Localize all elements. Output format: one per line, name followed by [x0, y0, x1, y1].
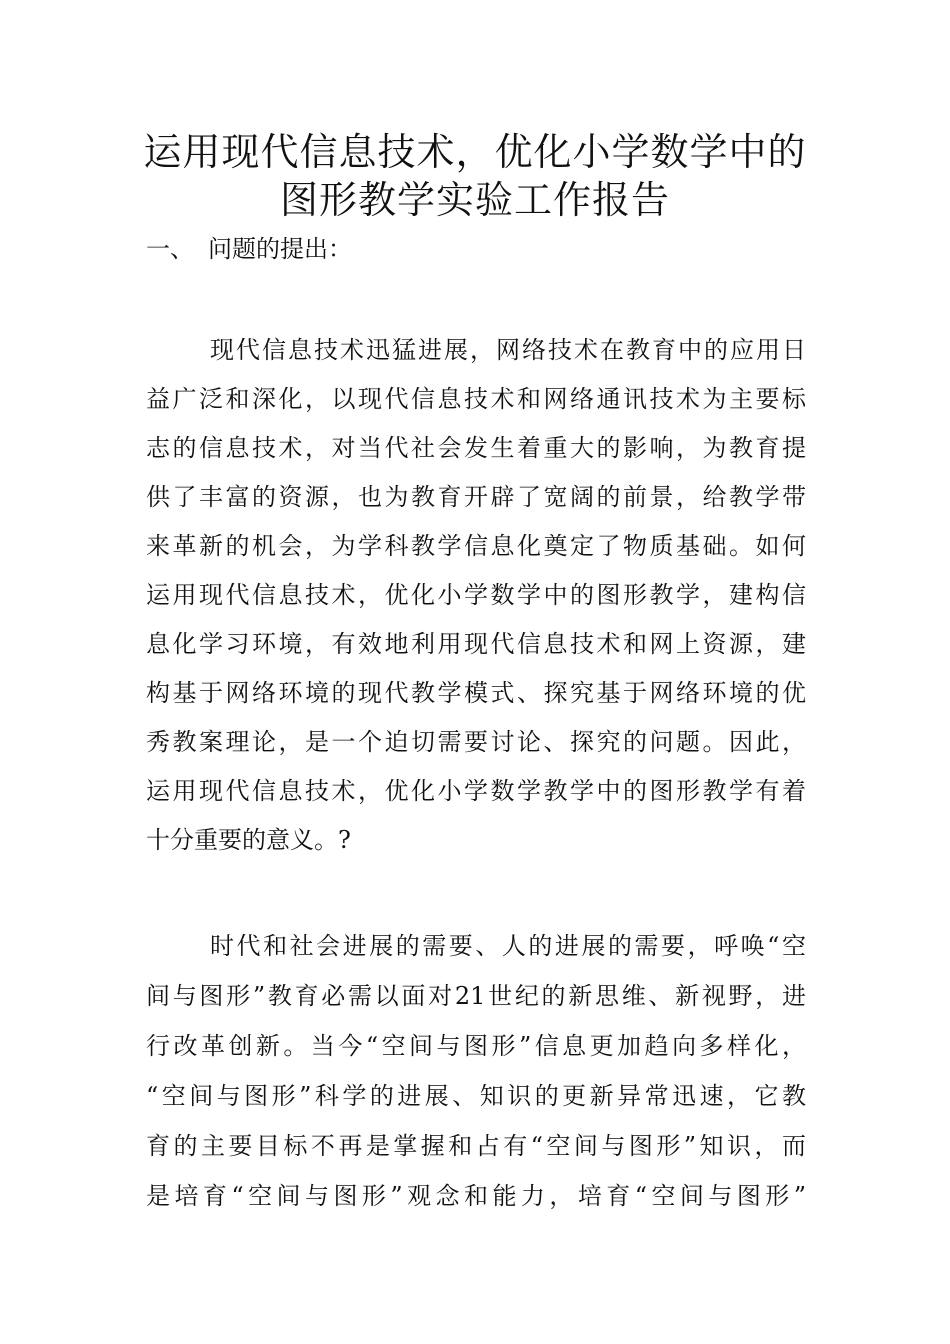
paragraph-line: 时代和社会进展的需要、人的进展的需要，呼唤“空: [210, 932, 806, 960]
paragraph-line: 运用现代信息技术，优化小学数学教学中的图形教学有着: [146, 777, 806, 805]
paragraph-line: 志的信息技术，对当代社会发生着重大的影响，为教育提: [146, 434, 806, 462]
section-number: 一、: [146, 235, 194, 263]
paragraph-line: 运用现代信息技术，优化小学数学中的图形教学，建构信: [146, 581, 806, 609]
paragraph-line: 息化学习环境，有效地利用现代信息技术和网上资源，建: [146, 630, 806, 658]
paragraph-line: 十分重要的意义。?: [146, 826, 351, 854]
paragraph-line: “空间与图形”科学的进展、知识的更新异常迅速，它教: [146, 1082, 806, 1110]
section-heading: [146, 229, 352, 269]
document-title-line-2: 图形教学实验工作报告: [279, 178, 670, 222]
paragraph-line: 益广泛和深化，以现代信息技术和网络通讯技术为主要标: [146, 385, 806, 413]
paragraph-line: 是培育“空间与图形”观念和能力，培育“空间与图形”: [146, 1182, 806, 1210]
paragraph-line: 现代信息技术迅猛进展，网络技术在教育中的应用日: [210, 336, 806, 364]
paragraph-line: 秀教案理论，是一个迫切需要讨论、探究的问题。因此，: [146, 728, 806, 756]
paragraph-line: 供了丰富的资源，也为教育开辟了宽阔的前景，给教学带: [146, 483, 806, 511]
paragraph-line: 来革新的机会，为学科教学信息化奠定了物质基础。如何: [146, 532, 806, 560]
paragraph-line: 间与图形”教育必需以面对21世纪的新思维、新视野，进: [146, 982, 806, 1010]
document-title-line-1: 运用现代信息技术，优化小学数学中的: [143, 130, 807, 174]
paragraph-line: 育的主要目标不再是掌握和占有“空间与图形”知识，而: [146, 1132, 806, 1160]
section-heading-text: 问题的提出：: [208, 235, 352, 263]
paragraph-line: 行改革创新。当今“空间与图形”信息更加趋向多样化，: [146, 1032, 806, 1060]
paragraph-line: 构基于网络环境的现代教学模式、探究基于网络环境的优: [146, 679, 806, 707]
